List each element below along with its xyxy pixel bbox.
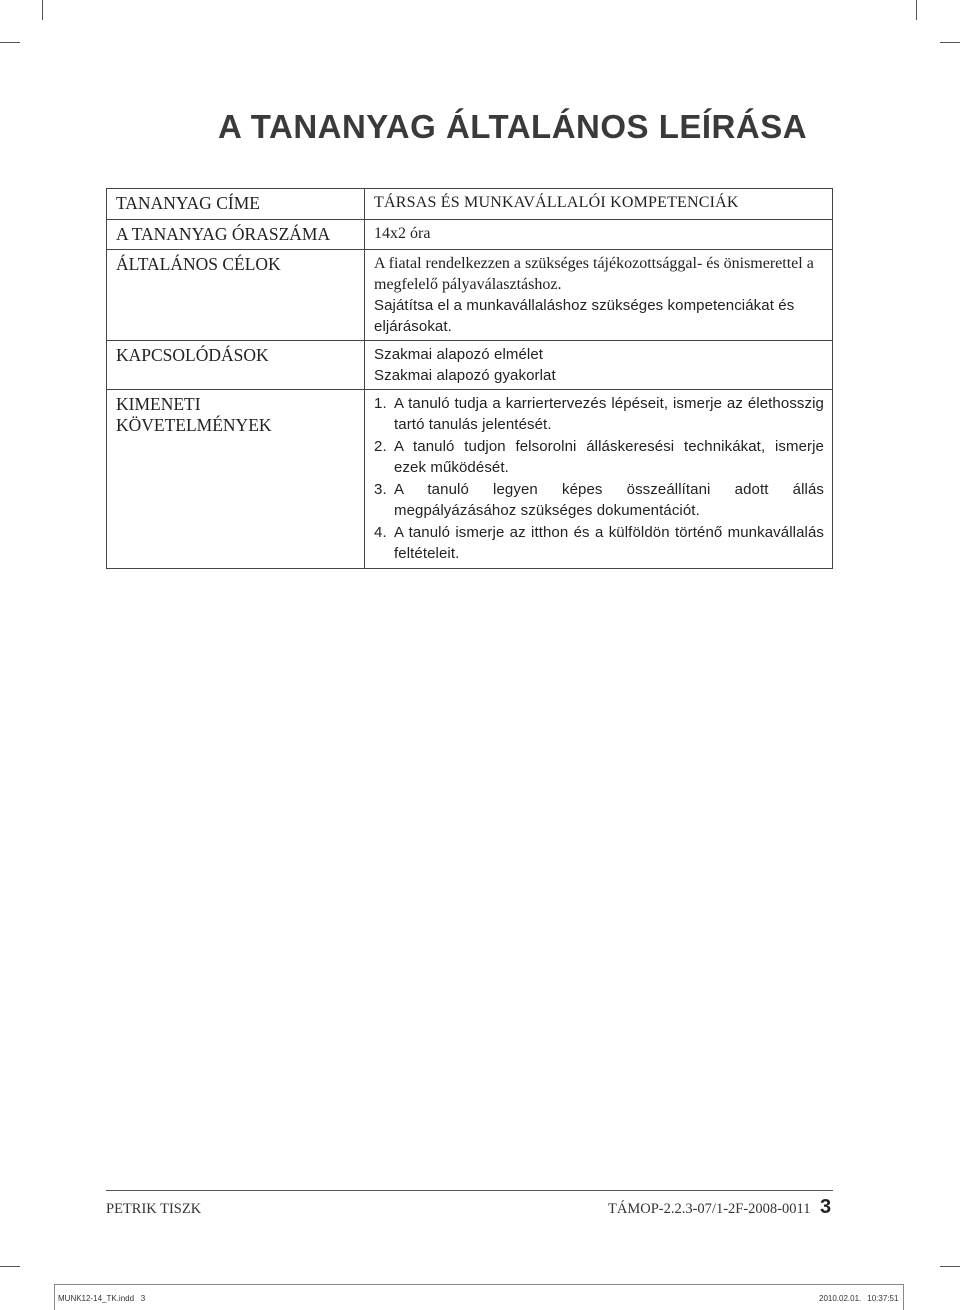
print-slug xyxy=(54,1284,904,1310)
item-number: 3. xyxy=(374,481,387,498)
item-number: 2. xyxy=(374,438,387,455)
list-item xyxy=(374,479,824,521)
item-text: A tanuló legyen képes összeállítani adott állás megpályázásához szükséges dokumentációt. xyxy=(394,481,824,519)
link-text: Szakmai alapozó gyakorlat xyxy=(374,367,556,384)
table-row xyxy=(107,220,833,250)
row-label: ÁLTALÁNOS CÉLOK xyxy=(107,250,365,341)
footer-divider xyxy=(106,1190,833,1191)
slug-date: 2010.02.01. xyxy=(819,1294,862,1303)
row-value xyxy=(365,250,833,341)
item-number: 1. xyxy=(374,395,387,412)
link-text: Szakmai alapozó elmélet xyxy=(374,346,544,363)
row-label: KAPCSOLÓDÁSOK xyxy=(107,341,365,390)
row-label: KIMENETI KÖVETELMÉNYEK xyxy=(107,390,365,569)
footer-project-code: TÁMOP-2.2.3-07/1-2F-2008-0011 xyxy=(608,1201,811,1217)
crop-mark xyxy=(916,0,917,20)
item-text: A tanuló tudjon felsorolni álláskeresési technikákat, ismerje ezek működését. xyxy=(394,438,824,476)
list-item xyxy=(374,436,824,478)
crop-mark xyxy=(940,1266,960,1267)
goal-text: A fiatal rendelkezzen a szükséges tájékozottsággal- és önismerettel a megfelelő pályaválasztáshoz. xyxy=(374,255,814,293)
crop-mark xyxy=(42,0,43,20)
table-row xyxy=(107,189,833,220)
crop-mark xyxy=(0,42,20,43)
item-text: A tanuló tudja a karriertervezés lépéseit, ismerje az élethosszig tartó tanulás jelentését. xyxy=(394,395,824,433)
slug-timestamp xyxy=(819,1294,898,1303)
item-text: A tanuló ismerje az itthon és a külföldön történő munkavállalás feltételeit. xyxy=(394,524,824,562)
table-row xyxy=(107,390,833,569)
row-value: TÁRSAS ÉS MUNKAVÁLLALÓI KOMPETENCIÁK xyxy=(365,189,833,220)
page-title: A TANANYAG ÁLTALÁNOS LEÍRÁSA xyxy=(218,108,808,145)
row-label: TANANYAG CÍME xyxy=(107,189,365,220)
table-row xyxy=(107,341,833,390)
list-item xyxy=(374,393,824,435)
row-value: 14x2 óra xyxy=(365,220,833,250)
row-value xyxy=(365,390,833,569)
table-row xyxy=(107,250,833,341)
footer-organization: PETRIK TISZK xyxy=(106,1201,202,1217)
crop-mark xyxy=(940,42,960,43)
item-number: 4. xyxy=(374,524,387,541)
slug-filename: MUNK12-14_TK.indd 3 xyxy=(58,1294,146,1303)
crop-mark xyxy=(0,1266,20,1267)
page-number: 3 xyxy=(820,1196,832,1218)
row-value xyxy=(365,341,833,390)
row-label: A TANANYAG ÓRASZÁMA xyxy=(107,220,365,250)
list-item xyxy=(374,522,824,564)
slug-time: 10:37:51 xyxy=(867,1294,899,1303)
goal-text: Sajátítsa el a munkavállaláshoz szükséges kompetenciákat és eljárásokat. xyxy=(374,297,795,335)
course-info-table xyxy=(106,188,833,569)
